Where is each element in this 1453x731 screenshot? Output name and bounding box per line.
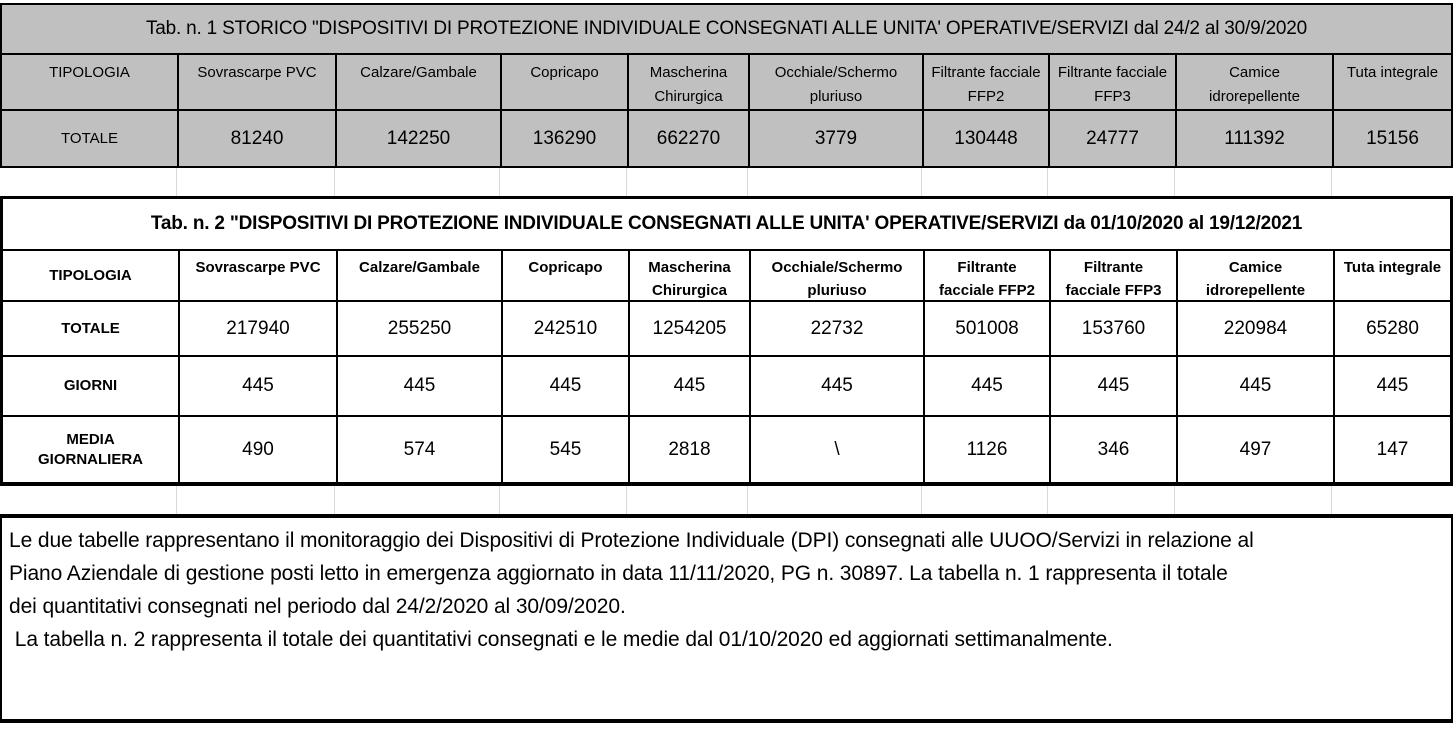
gridline-cell (748, 168, 922, 196)
data-cell: 497 (1178, 417, 1335, 482)
table1-header-ffp2: Filtrante facciale FFP2 (924, 55, 1050, 109)
table1-header-occhiale: Occhiale/Schermo pluriuso (750, 55, 924, 109)
table1-header-ffp3: Filtrante facciale FFP3 (1050, 55, 1177, 109)
table1 (0, 3, 1453, 168)
table2-header-copricapo: Copricapo (503, 251, 630, 300)
table2-giorni-row (3, 357, 1450, 417)
data-cell: 445 (180, 357, 338, 415)
table2-header-ffp3: Filtrante facciale FFP3 (1051, 251, 1178, 300)
data-cell: 2818 (630, 417, 751, 482)
gridline-cell (1332, 168, 1453, 196)
table2-header-tuta: Tuta integrale (1343, 259, 1442, 276)
data-cell: 1126 (925, 417, 1051, 482)
table1-header-row (2, 55, 1451, 111)
spacer-row (0, 168, 1453, 196)
table1-totale-row (2, 111, 1451, 166)
table1-header-mascherina: Mascherina Chirurgica (629, 55, 750, 109)
table2-header-calzare: Calzare/Gambale (338, 251, 503, 300)
caption-block (0, 514, 1453, 723)
table1-header-tipologia: TIPOLOGIA (2, 55, 179, 109)
gridline-cell (177, 486, 335, 514)
gridline-cell (1048, 486, 1175, 514)
table2-totale-row (3, 302, 1450, 357)
gridline-cell (748, 486, 922, 514)
data-cell: 22732 (751, 302, 925, 355)
table2-header-ffp2: Filtrante facciale FFP2 (925, 251, 1051, 300)
data-cell: 153760 (1051, 302, 1178, 355)
gridline-cell (627, 486, 748, 514)
data-cell: 545 (503, 417, 630, 482)
data-cell: 147 (1376, 438, 1409, 460)
data-cell: 3779 (750, 111, 924, 166)
data-cell: 490 (180, 417, 338, 482)
data-cell: 130448 (924, 111, 1050, 166)
gridline-cell (1175, 486, 1332, 514)
spacer-row (0, 486, 1453, 514)
data-cell: 1254205 (630, 302, 751, 355)
table2-media-row (3, 417, 1450, 482)
data-cell: 501008 (925, 302, 1051, 355)
table1-header-sovrascarpe: Sovrascarpe PVC (179, 55, 337, 109)
data-cell: 255250 (338, 302, 503, 355)
gridline-cell (500, 486, 627, 514)
data-cell: 136290 (502, 111, 629, 166)
caption-line: dei quantitativi consegnati nel periodo dal 24/2/2020 al 30/09/2020. (9, 595, 626, 618)
data-cell: 81240 (179, 111, 337, 166)
table2-header-tipologia: TIPOLOGIA (3, 251, 180, 300)
data-cell: 445 (630, 357, 751, 415)
data-cell: 445 (503, 357, 630, 415)
table1-title: Tab. n. 1 STORICO "DISPOSITIVI DI PROTEZIONE INDIVIDUALE CONSEGNATI ALLE UNITA' OPERATIVE/SERVIZI dal 24/2 al 30/9/2020 (2, 5, 1451, 55)
data-cell: 217940 (180, 302, 338, 355)
row-label: MEDIA GIORNALIERA (3, 417, 180, 482)
data-cell: 15156 (1366, 127, 1419, 149)
data-cell: 574 (338, 417, 503, 482)
data-cell: 445 (1376, 375, 1409, 396)
data-cell: 445 (338, 357, 503, 415)
table2 (0, 196, 1453, 486)
caption-line: Le due tabelle rappresentano il monitoraggio dei Dispositivi di Protezione Individuale (DPI) consegnati alle UUOO/Servizi in relazione al (9, 529, 1254, 552)
gridline-cell (627, 168, 748, 196)
table1-header-tuta: Tuta integrale (1346, 64, 1439, 81)
row-label: TOTALE (2, 111, 179, 166)
row-label: GIORNI (3, 357, 180, 415)
data-cell: \ (751, 417, 925, 482)
data-cell: 111392 (1177, 111, 1334, 166)
table2-header-camice: Camice idrorepellente (1178, 251, 1335, 300)
table2-header-mascherina: Mascherina Chirurgica (630, 251, 751, 300)
gridline-cell (335, 168, 500, 196)
data-cell: 24777 (1050, 111, 1177, 166)
gridline-cell (177, 168, 335, 196)
data-cell: 142250 (337, 111, 502, 166)
data-cell: 445 (1051, 357, 1178, 415)
data-cell: 346 (1051, 417, 1178, 482)
table2-header-row (3, 251, 1450, 302)
data-cell: 445 (1178, 357, 1335, 415)
table1-header-copricapo: Copricapo (502, 55, 629, 109)
table2-header-sovrascarpe: Sovrascarpe PVC (180, 251, 338, 300)
table1-header-calzare: Calzare/Gambale (337, 55, 502, 109)
gridline-cell (922, 168, 1048, 196)
gridline-cell (922, 486, 1048, 514)
gridline-cell (0, 486, 177, 514)
caption-line: Piano Aziendale di gestione posti letto in emergenza aggiornato in data 11/11/2020, PG n. 30897. La tabella n. 1 rappresenta il totale (9, 562, 1228, 585)
gridline-cell (1175, 168, 1332, 196)
row-label: TOTALE (3, 302, 180, 355)
table2-title: Tab. n. 2 "DISPOSITIVI DI PROTEZIONE INDIVIDUALE CONSEGNATI ALLE UNITA' OPERATIVE/SERVIZI da 01/10/2020 al 19/12/2021 (3, 199, 1450, 251)
gridline-cell (1332, 486, 1453, 514)
gridline-cell (1048, 168, 1175, 196)
table2-header-occhiale: Occhiale/Schermo pluriuso (751, 251, 925, 300)
caption-line: La tabella n. 2 rappresenta il totale dei quantitativi consegnati e le medie dal 01/10/2020 ed aggiornati settimanalmente. (9, 628, 1113, 651)
data-cell: 65280 (1366, 317, 1419, 339)
gridline-cell (335, 486, 500, 514)
gridline-cell (500, 168, 627, 196)
data-cell: 662270 (629, 111, 750, 166)
data-cell: 445 (925, 357, 1051, 415)
data-cell: 445 (751, 357, 925, 415)
data-cell: 242510 (503, 302, 630, 355)
gridline-cell (0, 168, 177, 196)
data-cell: 220984 (1178, 302, 1335, 355)
table1-header-camice: Camice idrorepellente (1177, 55, 1334, 109)
